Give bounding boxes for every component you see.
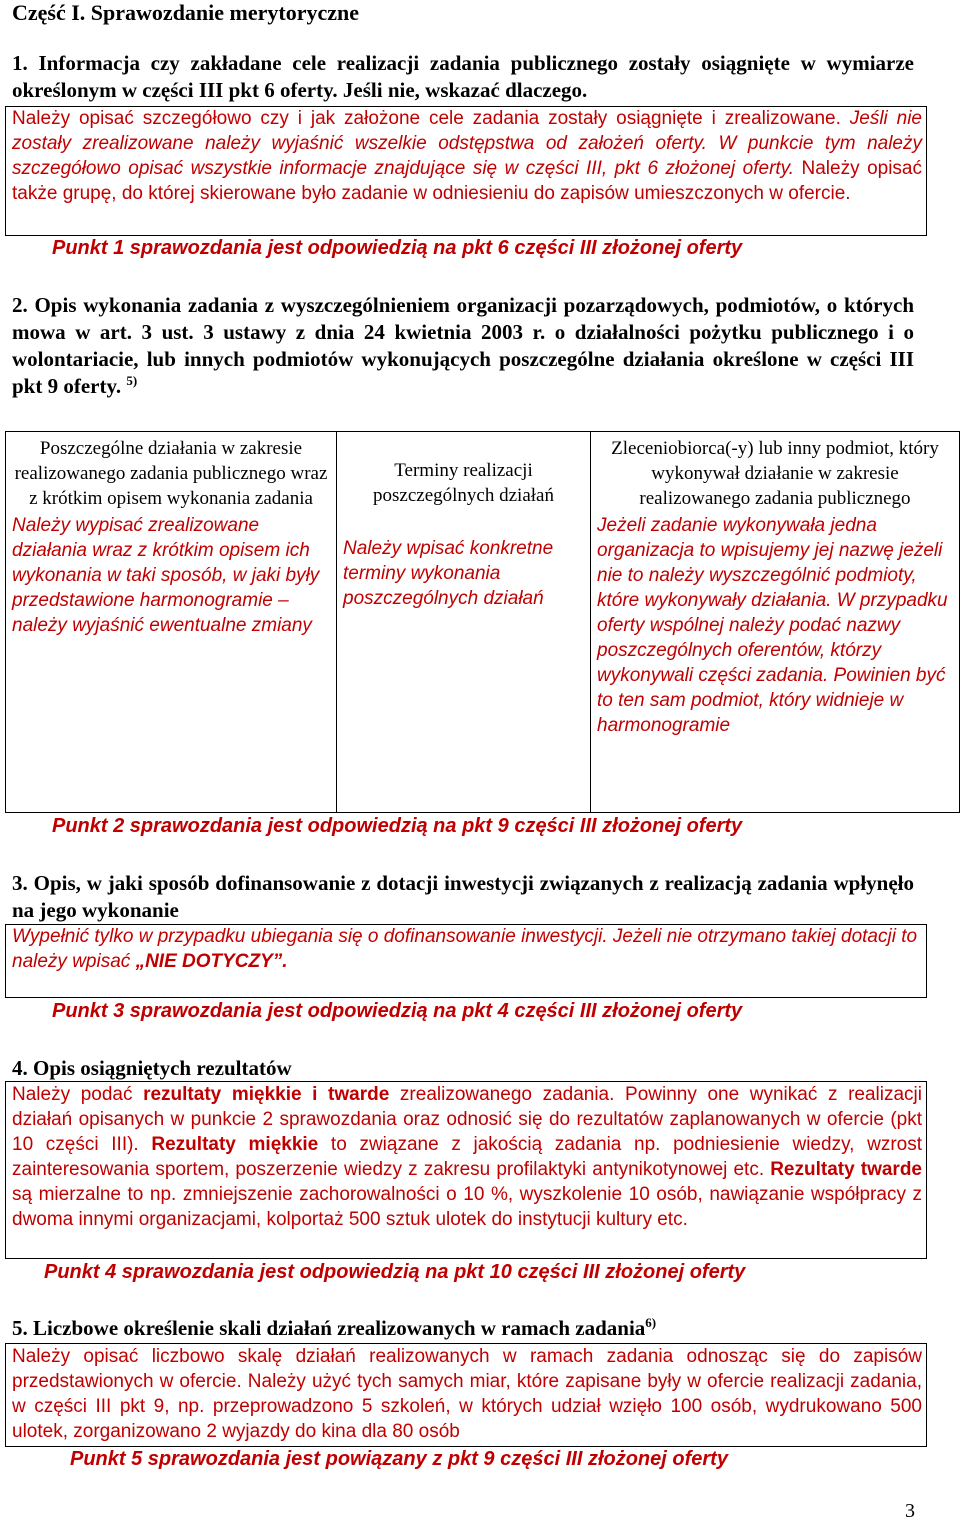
section3-instruction-bold: „NIE DOTYCZY”.	[135, 951, 288, 972]
section2-heading	[12, 292, 914, 400]
activities-col3-note: Jeżeli zadanie wykonywała jedna organizacja to wpisujemy jej nazwę jeżeli nie to należy wyszczególnić podmioty, które wykonywały działania. W przypadku oferty wspólnej należy podać nazwy poszczególnych oferentów, którzy wykonywali części zadania. Powinien być to ten sam podmiot, który widnieje w harmonogramie	[597, 515, 948, 736]
activities-col1-header: Poszczególne działania w zakresie realizowanego zadania publicznego wraz z krótkim opisem wykonania zadania	[14, 438, 328, 509]
section5-heading-text: 5. Liczbowe określenie skali działań zrealizowanych w ramach zadania	[12, 1316, 646, 1340]
activities-col2-header: Terminy realizacji poszczególnych działań	[373, 460, 554, 506]
activities-table-row	[6, 432, 960, 813]
activities-col2-cell[interactable]	[337, 432, 591, 813]
section1-instruction-normal: Należy opisać szczegółowo czy i jak założone cele zadania zostały osiągnięte i zrealizowane.	[12, 108, 841, 129]
activities-col3-header: Zleceniobiorca(-y) lub inny podmiot, który wykonywał działanie w zakresie realizowanego zadania publicznego	[611, 438, 939, 509]
section4-text-3: to związane z jakością zadania np. podniesienie wiedzy, wzrost zainteresowania sportem, poszerzenie wiedzy z zakresu profilaktyki antynikotynowej etc.	[12, 1134, 923, 1180]
section4-bold-1: rezultaty miękkie i twarde	[143, 1084, 390, 1105]
section5-instruction: Należy opisać liczbowo skalę działań realizowanych w ramach zadania odnosząc się do zapisów przedstawionych w ofercie. Należy użyć tych samych miar, które zapisane były w ofercie realizacji zadania, w części III pkt 9, np. przeprowadzono 5 szkoleń, w których udział wzięło 100 osób, wydrukowano 500 ulotek, zorganizowano 2 wyjazdy do kina dla 80 osób	[12, 1346, 922, 1442]
activities-col1-cell[interactable]	[6, 432, 337, 813]
part-title: Część I. Sprawozdanie merytoryczne	[12, 0, 360, 25]
section1-punkt-note: Punkt 1 sprawozdania jest odpowiedzią na pkt 6 części III złożonej oferty	[52, 237, 743, 259]
page-number: 3	[905, 1500, 915, 1522]
section5-footnote-mark: 6)	[645, 1315, 657, 1330]
section5-heading	[12, 1315, 656, 1342]
activities-col1-note: Należy wypisać zrealizowane działania wraz z krótkim opisem ich wykonania w taki sposób, w jaki były przedstawione harmonogramie – należy wyjaśnić ewentualne zmiany	[12, 515, 320, 636]
section3-instruction	[12, 924, 922, 974]
section5-punkt-note: Punkt 5 sprawozdania jest powiązany z pkt 9 części III złożonej oferty	[70, 1448, 728, 1470]
section4-heading: 4. Opis osiągniętych rezultatów	[12, 1056, 292, 1080]
section4-instruction	[12, 1082, 922, 1232]
section1-instruction	[12, 106, 922, 206]
section3-instruction-text: Wypełnić tylko w przypadku ubiegania się o dofinansowanie inwestycji. Jeżeli nie otrzymano takiej dotacji to należy wpisać	[12, 926, 918, 972]
section4-text-4: są mierzalne to np. zmniejszenie zachorowalności o 10 %, wyszkolenie 10 osób, nawiązanie współpracy z dwoma innymi organizacjami, kolportaż 500 sztuk ulotek do instytucji kultury etc.	[12, 1184, 922, 1230]
activities-table	[5, 431, 960, 813]
section4-text-1: Należy podać	[12, 1084, 144, 1105]
section4-bold-2: Rezultaty miękkie	[151, 1134, 319, 1155]
section1-instruction-tail: Należy opisać także grupę, do której skierowane było zadanie w odniesieniu do zapisów umieszczonych w ofercie.	[12, 158, 922, 204]
section4-text-2: zrealizowanego zadania. Powinny one wynikać z realizacji działań opisanych w punkcie 2 sprawozdania oraz odnosić się do rezultatów zaplanowanych w ofercie (pkt 10 części III).	[12, 1084, 922, 1155]
section2-heading-text: 2. Opis wykonania zadania z wyszczególnieniem organizacji pozarządowych, podmiotów, o których mowa w art. 3 ust. 3 ustawy z dnia 24 kwietnia 2003 r. o działalności pożytku publicznego i o wolontariacie, lub innych podmiotów wykonujących poszczególne działania określone w części III pkt 9 oferty.	[12, 293, 914, 398]
section2-punkt-note: Punkt 2 sprawozdania jest odpowiedzią na pkt 9 części III złożonej oferty	[52, 815, 743, 837]
section1-instruction-italic: Jeśli nie zostały zrealizowane należy wyjaśnić wszelkie odstępstwa od założeń oferty. W punkcie tym należy szczegółowo opisać wszystkie informacje znajdujące się w części III, pkt 6 złożonej oferty.	[12, 108, 923, 179]
section4-punkt-note: Punkt 4 sprawozdania jest odpowiedzią na pkt 10 części III złożonej oferty	[44, 1261, 746, 1283]
section1-heading: 1. Informacja czy zakładane cele realizacji zadania publicznego zostały osiągnięte w wymiarze określonym w części III pkt 6 oferty. Jeśli nie, wskazać dlaczego.	[12, 51, 914, 102]
section4-bold-3: Rezultaty twarde	[770, 1159, 922, 1180]
activities-col2-note: Należy wpisać konkretne terminy wykonania poszczególnych działań	[343, 538, 554, 609]
activities-col3-cell[interactable]	[591, 432, 960, 813]
section2-footnote-mark: 5)	[126, 373, 138, 388]
section3-punkt-note: Punkt 3 sprawozdania jest odpowiedzią na pkt 4 części III złożonej oferty	[52, 1000, 743, 1022]
section3-heading: 3. Opis, w jaki sposób dofinansowanie z dotacji inwestycji związanych z realizacją zadania wpłynęło na jego wykonanie	[12, 871, 914, 922]
